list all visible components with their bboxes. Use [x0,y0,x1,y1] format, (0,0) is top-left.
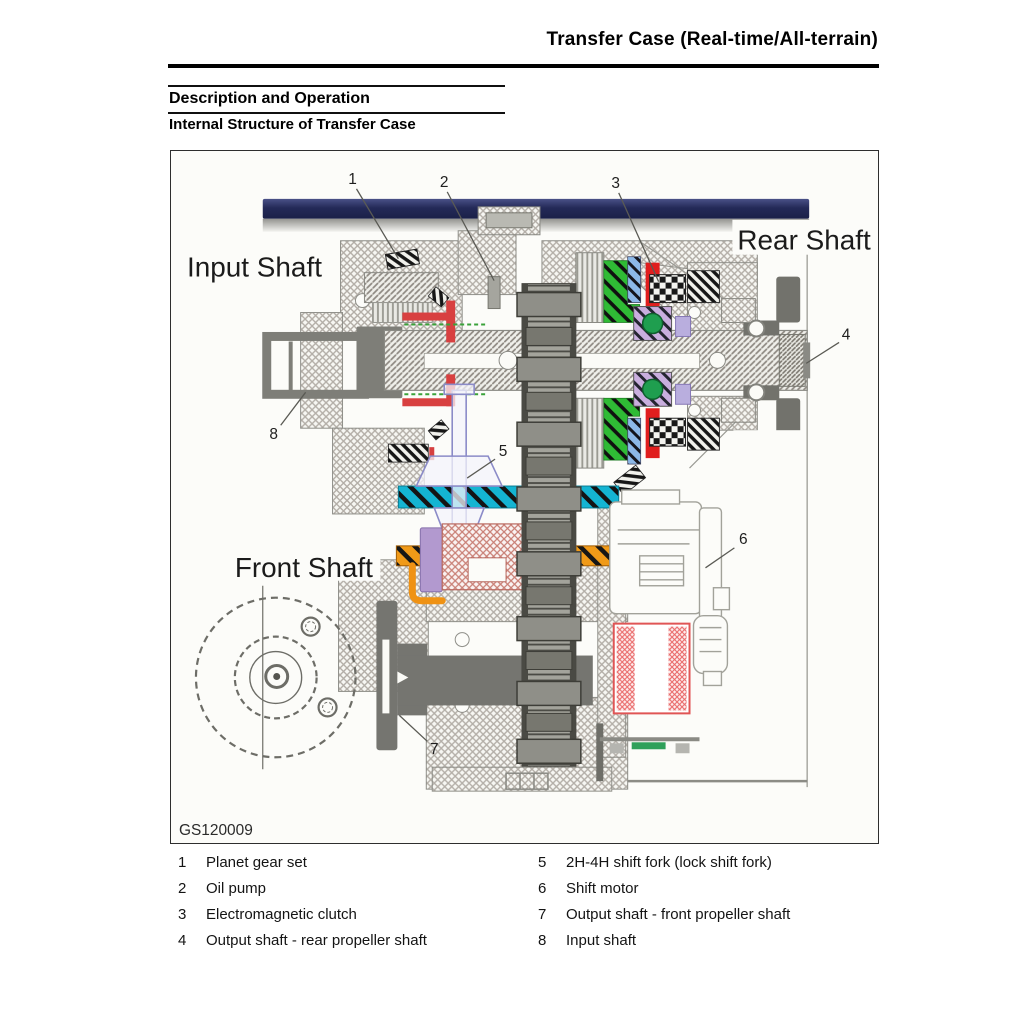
callout-5: 5 [498,443,508,461]
legend-column-right [538,849,898,953]
legend-item-text: Shift motor [566,879,639,897]
legend-item-number: 5 [538,853,547,871]
figure-frame [170,150,879,844]
legend-item-text: Input shaft [566,931,637,949]
shift-fork-rail [398,486,618,508]
callout-3: 3 [611,174,621,192]
legend-item [538,927,898,953]
subsection-heading: Internal Structure of Transfer Case [169,116,416,133]
legend-item [538,875,898,901]
drive-chain [517,284,581,767]
legend-item-number: 4 [178,931,187,949]
page-title: Transfer Case (Real-time/All-terrain) [546,29,878,50]
legend-item-number: 1 [178,853,187,871]
callout-2: 2 [439,173,449,191]
legend-item [178,875,528,901]
legend-item-number: 8 [538,931,547,949]
rear-shaft-label: Rear Shaft [737,224,871,256]
figure-code: GS120009 [178,822,253,840]
callout-7: 7 [429,741,439,759]
legend-item-number: 6 [538,879,547,897]
legend-item [178,849,528,875]
front-shaft-label: Front Shaft [234,551,373,583]
actuator-block [420,528,442,592]
legend-item-text: Planet gear set [206,853,307,871]
legend-item-text: Oil pump [206,879,267,897]
legend-item [538,849,898,875]
legend-column-left [178,849,528,953]
legend-item-text: Output shaft - rear propeller shaft [206,931,427,949]
legend-item-number: 2 [178,879,187,897]
transfer-case-diagram [171,151,878,843]
legend-item-number: 3 [178,905,187,923]
legend-item [178,901,528,927]
title-rule [168,64,879,68]
legend-item [178,927,528,953]
callout-4: 4 [841,326,851,344]
callout-1: 1 [348,170,357,188]
legend-item-text: Electromagnetic clutch [206,905,357,923]
legend-item [538,901,898,927]
legend-item-text: Output shaft - front propeller shaft [566,905,791,923]
callout-8: 8 [269,426,279,444]
legend-item-number: 7 [538,905,547,923]
section-heading: Description and Operation [168,85,505,114]
input-shaft-label: Input Shaft [186,251,322,283]
callout-6: 6 [739,530,748,548]
legend-item-text: 2H-4H shift fork (lock shift fork) [566,853,772,871]
